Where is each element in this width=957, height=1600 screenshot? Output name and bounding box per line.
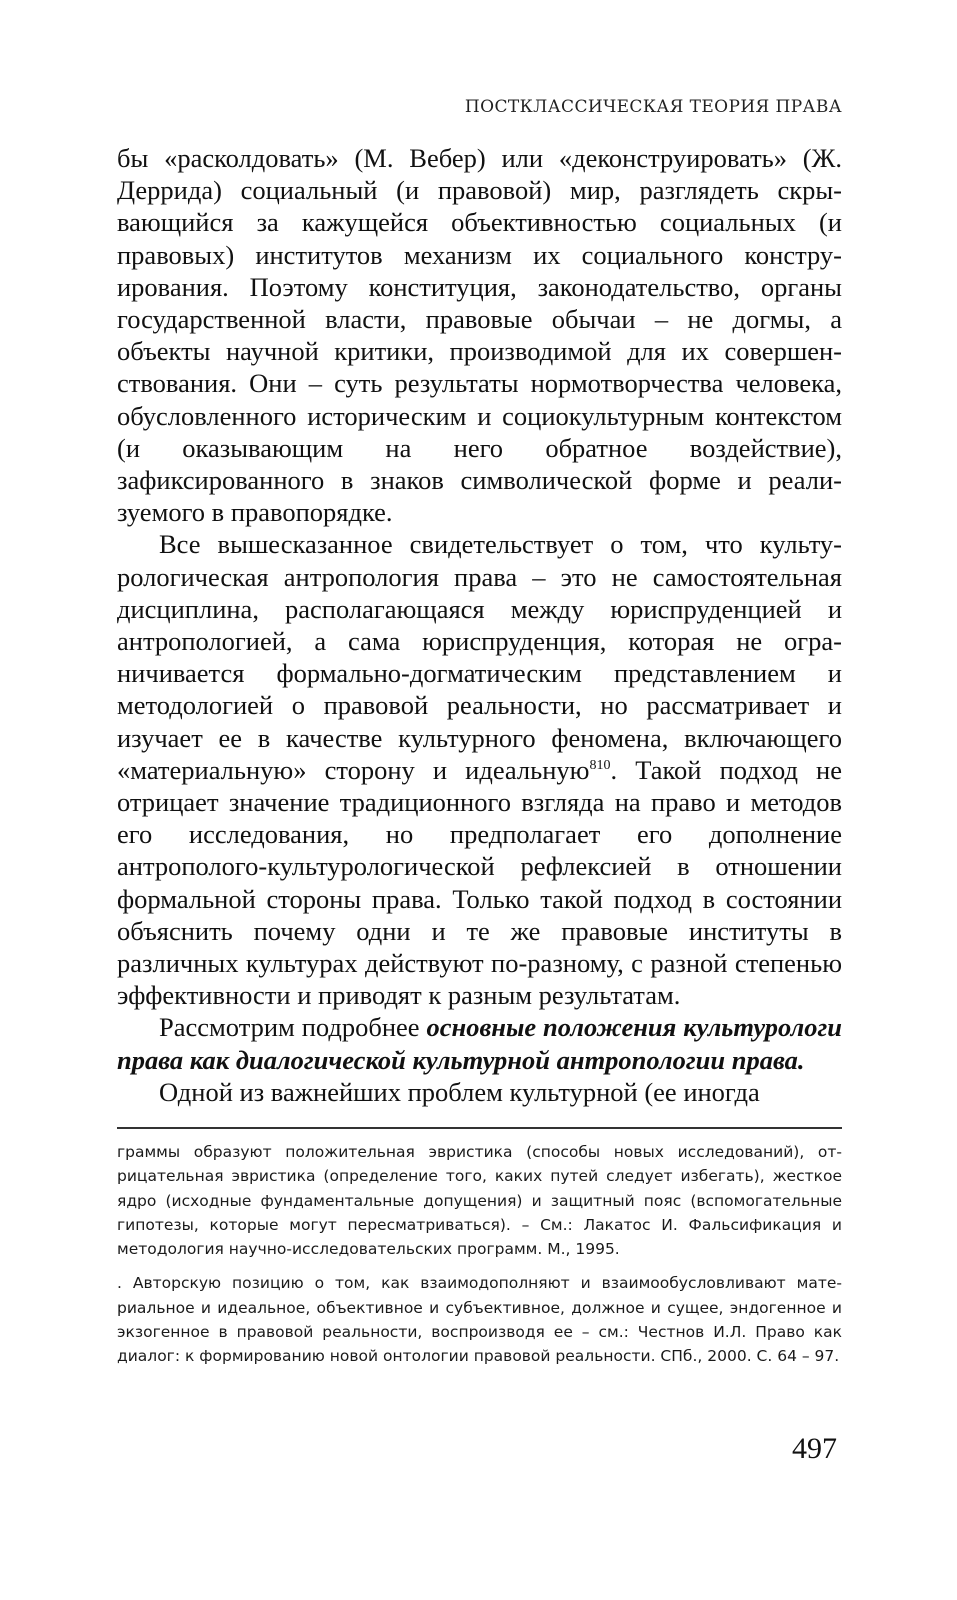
paragraph-2-continuation: . Такой подход не отрицает значение традиционного взгляда на право и методов его исследования, но предполагает его дополнение антрополого-культурологической рефлексией в отношении формальной стороны права. Только такой подход в состоянии объяснить почему одни и те же правовые институты в различных культурах действуют по-разному, с разной степенью эффективности и приводят к разным результатам.: [117, 754, 842, 1011]
page-number: 497: [792, 1432, 837, 1465]
paragraph-3-lead: Рассмотрим подробнее: [159, 1012, 427, 1043]
paragraph-2-text: Все вышесказанное свидетельствует о том, что культурологическая антропология права – это не самостоятельная дисциплина, располагающаяся между юриспруденцией и антропологией, а сама юриспруденция, которая не ограничивается формально-догматическим представлением и методологией о правовой реальности, но рассматривает и изучает ее в качестве культурного феномена, включающего «материальную» сторону и идеальную: [117, 529, 842, 785]
paragraph-1: бы «расколдовать» (М. Вебер) или «деконструировать» (Ж. Деррида) социальный (и правовой) мир, разглядеть скрывающийся за кажущейся объективностью социальных (и правовых) институтов механизм их социального конструирования. Поэтому конституция, законодательство, органы государственной власти, правовые обычаи – не догмы, а объекты научной критики, производимой для их совершенствования. Они – суть результаты нормотворчества человека, обусловленного историческим и социокультурным контекстом (и оказывающим на него обратное воздействие), зафиксированного в знаков символической форме и реализуемого в правопорядке.: [117, 143, 842, 528]
paragraph-4: Одной из важнейших проблем культурной (ее иногда: [159, 1076, 760, 1107]
footnote-continued: граммы образуют положительная эвристика (способы новых исследований), отрицательная эвристика (определение того, каких путей следует избегать), жесткое ядро (исходные фундаментальные допущения) и защитный пояс (вспомогательные гипотезы, которые могут пересматриваться). – См.: Лакатос И. Фальсификация и методология научно-исследовательских программ. М., 1995.: [117, 1143, 842, 1259]
main-text: [117, 142, 842, 1108]
running-head: ПОСТКЛАССИЧЕСКАЯ ТЕОРИЯ ПРАВА: [464, 97, 842, 117]
footnote-reference-810: 810: [589, 758, 611, 774]
paragraph-3: [117, 1011, 842, 1075]
paragraph-2: [117, 528, 842, 1011]
paragraph-3-emphasis: основные положения культурологи права как диалогической культурной антропологии права.: [117, 1012, 842, 1075]
footnote-separator: [117, 1127, 842, 1129]
footnote-810: . Авторскую позицию о том, как взаимодополняют и взаимообусловливают материальное и идеальное, объективное и субъективное, должное и сущее, эндогенное и экзогенное в правовой реальности, воспроизводя ее – см.: Честнов И.Л. Право как диалог: к формированию новой онтологии правовой реальности. СПб., 2000. С. 64 – 97.: [117, 1274, 842, 1366]
footnotes: [117, 1140, 842, 1379]
